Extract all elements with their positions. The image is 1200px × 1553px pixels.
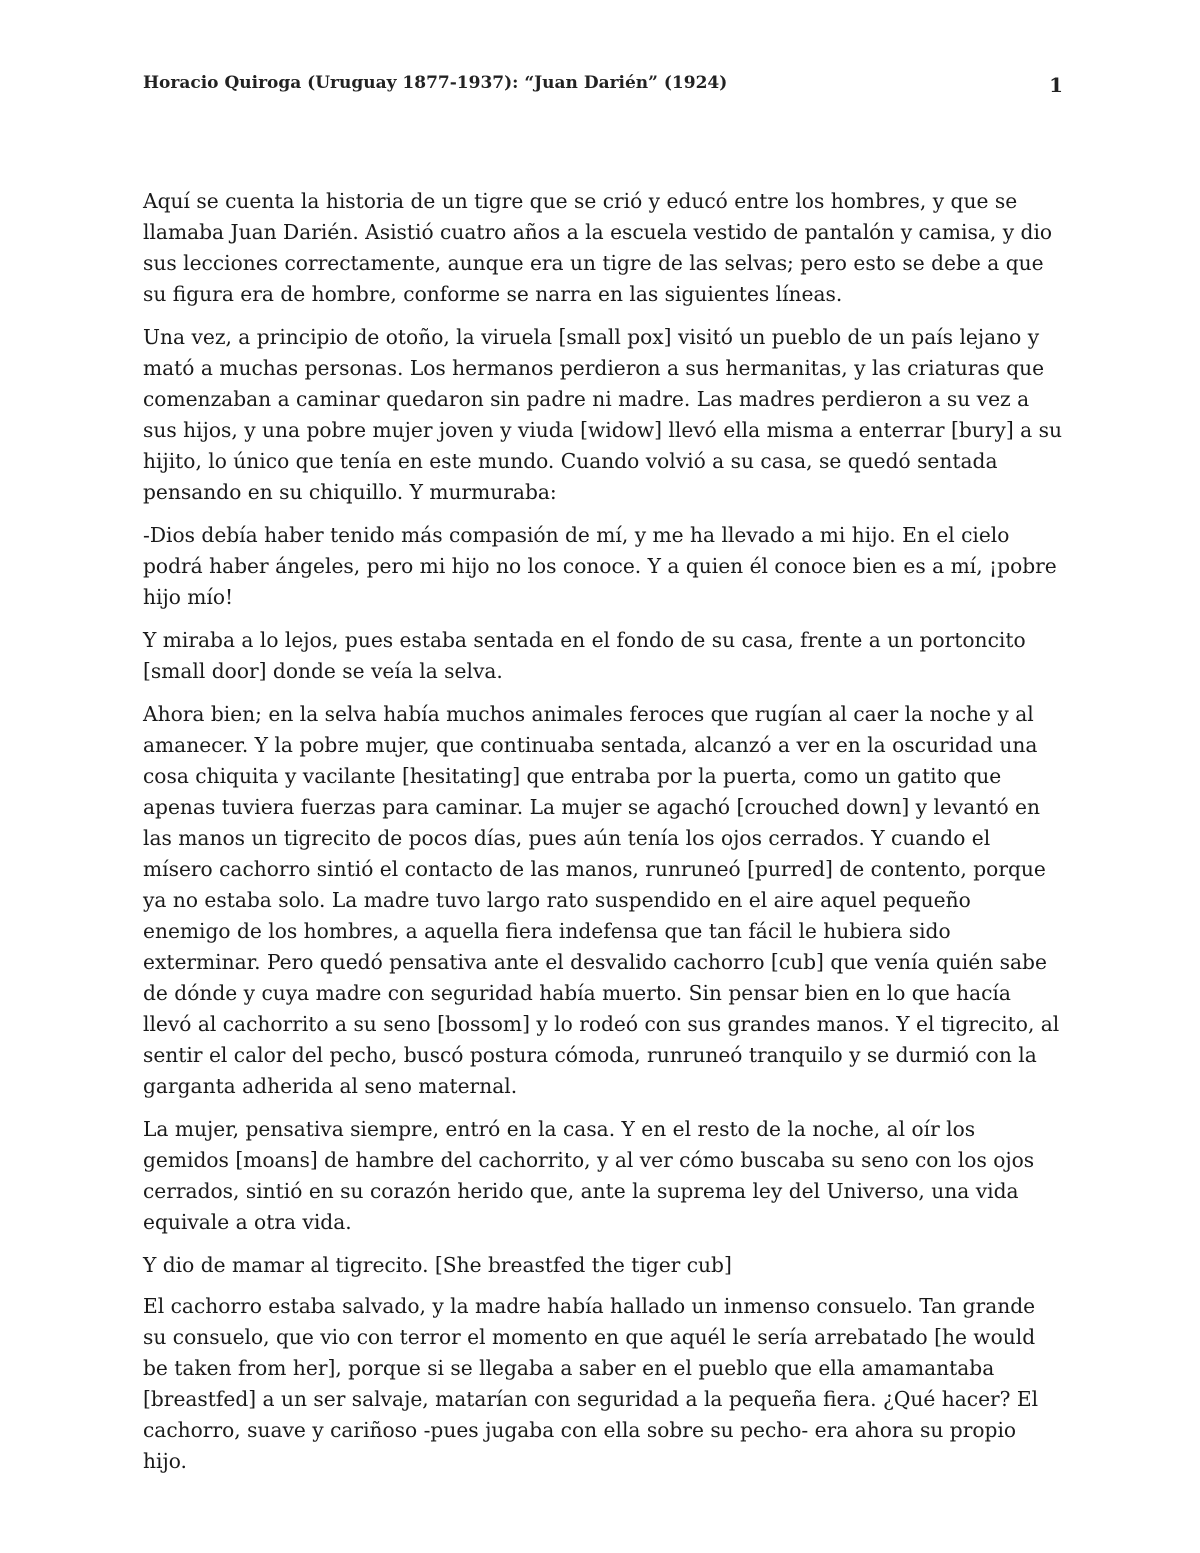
paragraph-lament: -Dios debía haber tenido más compasión de mí, y me ha llevado a mi hijo. En el cielo podrá haber ángeles, pero mi hijo no los conoce. Y a quien él conoce bien es a mí, ¡pobre hijo mío! — [143, 523, 1057, 609]
paragraph-mirada: Y miraba a lo lejos, pues estaba sentada en el fondo de su casa, frente a un portoncito [small door] donde se veía la selva. — [143, 628, 1026, 683]
paragraph-noche: La mujer, pensativa siempre, entró en la casa. Y en el resto de la noche, al oír los gemidos [moans] de hambre del cachorrito, y al ver cómo buscaba su seno con los ojos cerrados, sintió en su corazón herido que, ante la suprema ley del Universo, una vida equivale a otra vida. — [143, 1117, 1035, 1234]
paragraph-consuelo: El cachorro estaba salvado, y la madre había hallado un inmenso consuelo. Tan grande su consuelo, que vio con terror el momento en que aquél le sería arrebatado [he would be taken from her], porque si se llegaba a saber en el pueblo que ella amamantaba [breastfed] a un ser salvaje, matarían con seguridad a la pequeña fiera. ¿Qué hacer? El cachorro, suave y cariñoso -pues jugaba con ella sobre su pecho- era ahora su propio hijo. — [143, 1294, 1039, 1473]
page-header — [143, 73, 1063, 103]
paragraph-intro: Aquí se cuenta la historia de un tigre que se crió y educó entre los hombres, y que se llamaba Juan Darién. Asistió cuatro años a la escuela vestido de pantalón y camisa, y dio sus lecciones correctamente, aunque era un tigre de las selvas; pero esto se debe a que su figura era de hombre, conforme se narra en las siguientes líneas. — [143, 189, 1053, 306]
paragraph-tigrecito: Ahora bien; en la selva había muchos animales feroces que rugían al caer la noche y al amanecer. Y la pobre mujer, que continuaba sentada, alcanzó a ver en la oscuridad una cosa chiquita y vacilante [hesitating] que entraba por la puerta, como un gatito que apenas tuviera fuerzas para caminar. La mujer se agachó [crouched down] y levantó en las manos un tigrecito de pocos días, pues aún tenía los ojos cerrados. Y cuando el mísero cachorro sintió el contacto de las manos, runruneó [purred] de contento, porque ya no estaba solo. La madre tuvo largo rato suspendido en el aire aquel pequeño enemigo de los hombres, a aquella fiera indefensa que tan fácil le hubiera sido exterminar. Pero quedó pensativa ante el desvalido cachorro [cub] que venía quién sabe de dónde y cuya madre con seguridad había muerto. Sin pensar bien en lo que hacía llevó al cachorrito a su seno [bossom] y lo rodeó con sus grandes manos. Y el tigrecito, al sentir el calor del pecho, buscó postura cómoda, runruneó tranquilo y se durmió con la garganta adherida al seno maternal. — [143, 702, 1060, 1098]
paragraph-mamar: Y dio de mamar al tigrecito. [She breastfed the tiger cub] — [143, 1253, 732, 1277]
page-number: 1 — [1049, 73, 1063, 97]
document-body — [143, 186, 1063, 1489]
header-title: Horacio Quiroga (Uruguay 1877-1937): “Juan Darién” (1924) — [143, 73, 728, 93]
paragraph-viruela: Una vez, a principio de otoño, la viruela [small pox] visitó un pueblo de un país lejano y mató a muchas personas. Los hermanos perdieron a sus hermanitas, y las criaturas que comenzaban a caminar quedaron sin padre ni madre. Las madres perdieron a su vez a sus hijos, y una pobre mujer joven y viuda [widow] llevó ella misma a enterrar [bury] a su hijito, lo único que tenía en este mundo. Cuando volvió a su casa, se quedó sentada pensando en su chiquillo. Y murmuraba: — [143, 325, 1062, 504]
